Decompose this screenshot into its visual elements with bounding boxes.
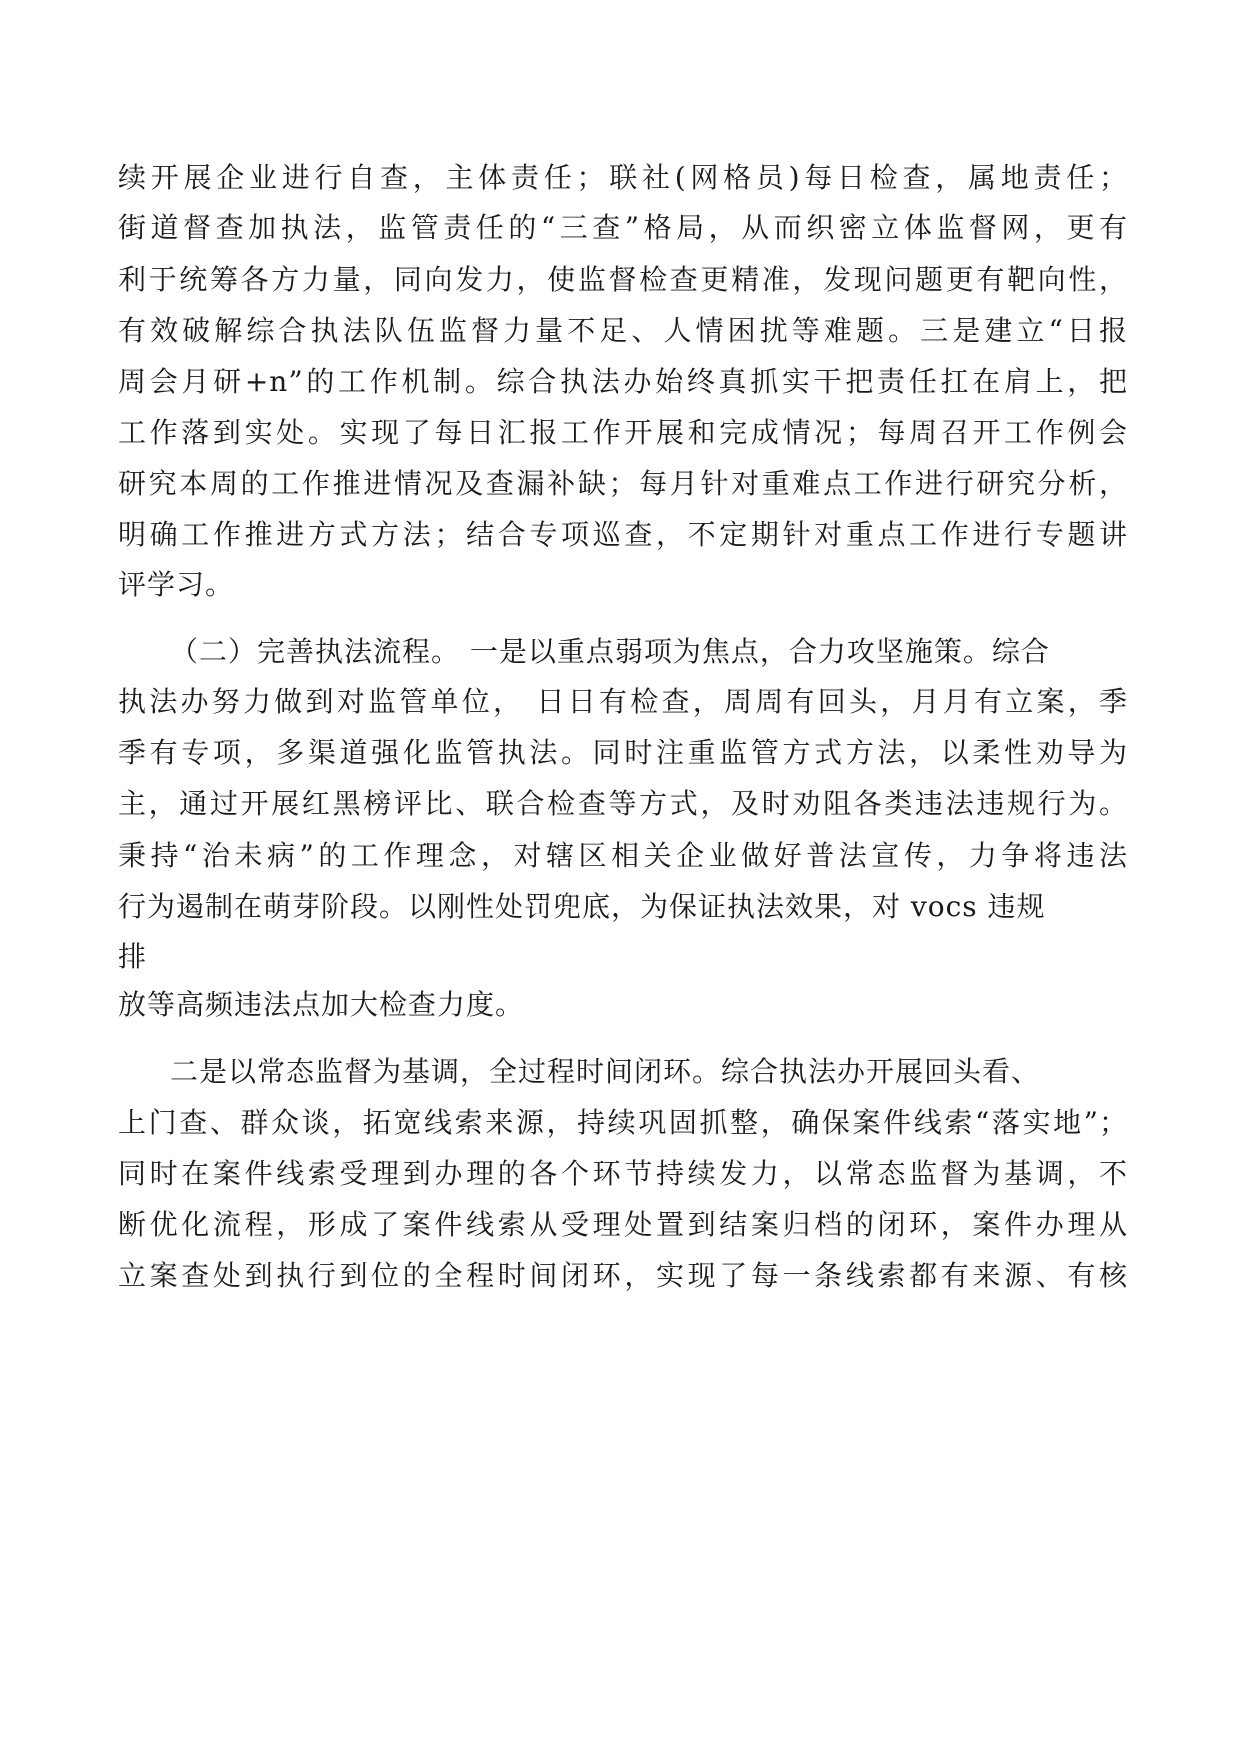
text-line: 同时在案件线索受理到办理的各个环节持续发力，以常态监督为基调，不 (118, 1157, 1128, 1190)
text-line: 有效破解综合执法队伍监督力量不足、人情困扰等难题。三是建立“日报 (118, 314, 1128, 347)
text-line: 季有专项，多渠道强化监管执法。同时注重监管方式方法，以柔性劝导为 (118, 736, 1128, 769)
text-line: 二是以常态监督为基调，全过程时间闭环。综合执法办开展回头看、 (170, 1055, 1041, 1088)
text-line: 执法办努力做到对监管单位， 日日有检查，周周有回头，月月有立案，季 (118, 685, 1128, 718)
text-line: 排 (118, 940, 148, 973)
text-line: 行为遏制在萌芽阶段。以刚性处罚兜底，为保证执法效果，对 vocs 违规 (118, 890, 1046, 923)
text-line: 研究本周的工作推进情况及查漏补缺；每月针对重难点工作进行研究分析， (118, 467, 1128, 500)
text-line: 放等高频违法点加大检查力度。 (118, 988, 525, 1021)
text-line: 断优化流程，形成了案件线索从受理处置到结案归档的闭环，案件办理从 (118, 1208, 1128, 1241)
text-line: 街道督查加执法，监管责任的“三查”格局，从而织密立体监督网，更有 (118, 211, 1128, 244)
text-line: 评学习。 (118, 568, 235, 601)
text-line: 上门查、群众谈，拓宽线索来源，持续巩固抓整，确保案件线索“落实地”； (118, 1106, 1128, 1139)
text-line: 周会月研+n”的工作机制。综合执法办始终真抓实干把责任扛在肩上，把 (118, 365, 1128, 398)
text-line: 立案查处到执行到位的全程时间闭环，实现了每一条线索都有来源、有核 (118, 1259, 1128, 1292)
text-line: 工作落到实处。实现了每日汇报工作开展和完成情况；每周召开工作例会 (118, 416, 1128, 449)
text-line: 利于统筹各方力量，同向发力，使监督检查更精准，发现问题更有靶向性， (118, 263, 1128, 296)
text-line: 明确工作推进方式方法；结合专项巡查，不定期针对重点工作进行专题讲 (118, 518, 1128, 551)
section-heading-line: （二）完善执法流程。 一是以重点弱项为焦点，合力攻坚施策。综合 (170, 635, 1050, 668)
text-line: 续开展企业进行自查，主体责任；联社(网格员)每日检查，属地责任； (118, 161, 1128, 194)
text-line: 主，通过开展红黑榜评比、联合检查等方式，及时劝阻各类违法违规行为。 (118, 787, 1128, 820)
text-line: 秉持“治未病”的工作理念，对辖区相关企业做好普法宣传，力争将违法 (118, 839, 1128, 872)
